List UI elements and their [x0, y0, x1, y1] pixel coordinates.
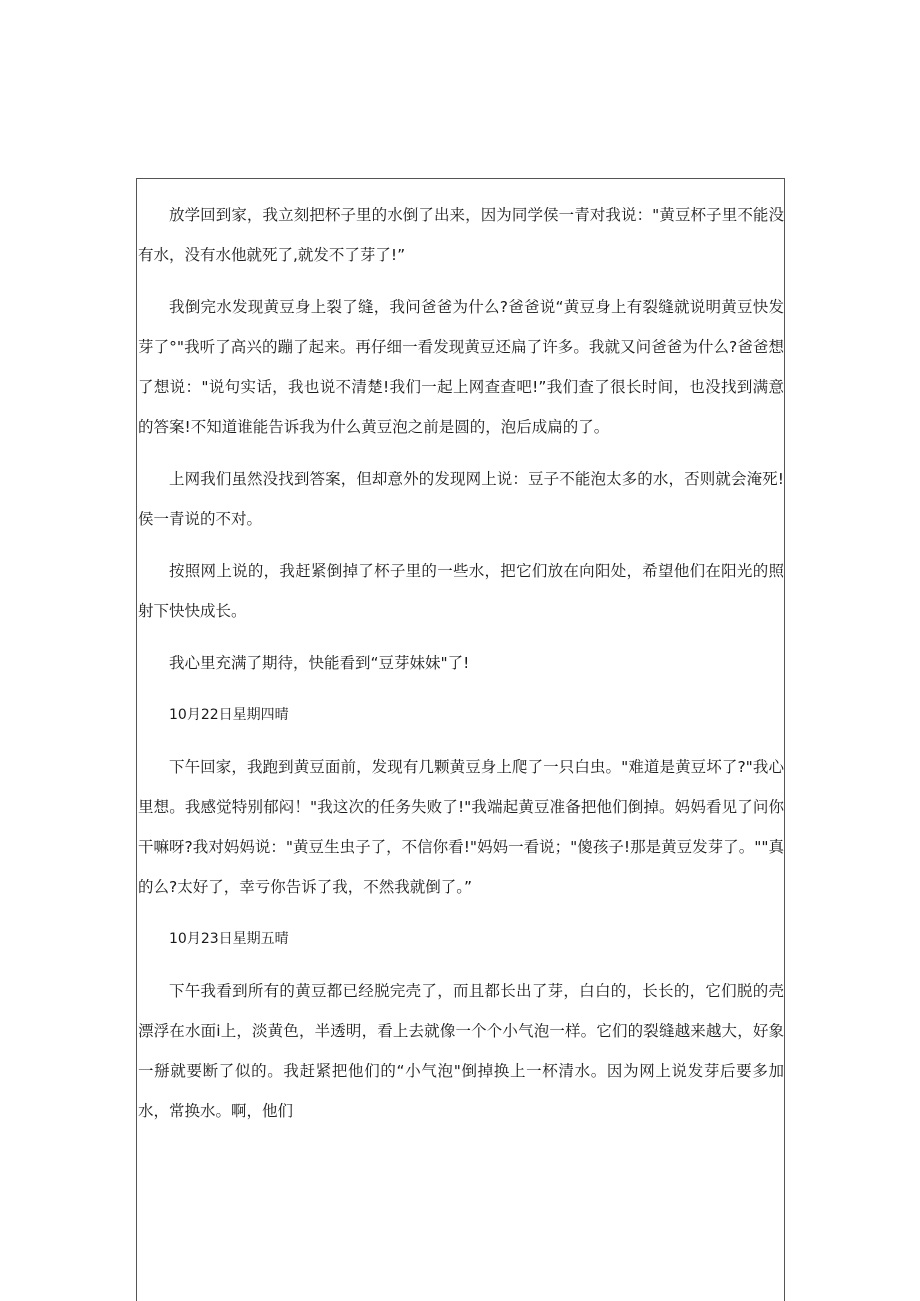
paragraph-1: 放学回到家，我立刻把杯子里的水倒了出来，因为同学侯一青对我说："黄豆杯子里不能没有水，没有水他就死了,就发不了芽了!” — [138, 206, 784, 264]
paragraph-2: 我倒完水发现黄豆身上裂了缝，我问爸爸为什么?爸爸说“黄豆身上有裂缝就说明黄豆快发芽了°"我听了高兴的蹦了起来。再仔细一看发现黄豆还扁了许多。我就又问爸爸为什么?爸爸想了想说："说句实话，我也说不清楚!我们一起上网查查吧!”我们查了很长时间，也没找到满意的答案!不知道谁能告诉我为什么黄豆泡之前是圆的，泡后成扁的了。 — [138, 298, 784, 436]
paragraph-6: 下午回家，我跑到黄豆面前，发现有几颗黄豆身上爬了一只白虫。"难道是黄豆坏了?"我心里想。我感觉特别郁闷！"我这次的任务失败了!"我端起黄豆准备把他们倒掉。妈妈看见了问你干嘛呀?我对妈妈说："黄豆生虫子了，不信你看!"妈妈一看说；"傻孩子!那是黄豆发芽了。""真的么?太好了，幸亏你告诉了我，不然我就倒了。” — [138, 758, 784, 896]
document-body — [138, 179, 784, 1131]
paragraph-3: 上网我们虽然没找到答案，但却意外的发现网上说：豆子不能泡太多的水，否则就会淹死!侯一青说的不对。 — [138, 470, 784, 528]
diary-date-oct-23: 10月23日星期五晴 — [169, 931, 289, 947]
paragraph-7: 下午我看到所有的黄豆都已经脱完壳了，而且都长出了芽，白白的，长长的，它们脱的壳漂浮在水面i上，淡黄色，半透明，看上去就像一个个小气泡一样。它们的裂缝越来越大，好象一掰就要断了似的。我赶紧把他们的“小气泡"倒掉换上一杯清水。因为网上说发芽后要多加水，常换水。啊，他们 — [138, 982, 784, 1120]
paragraph-4: 按照网上说的，我赶紧倒掉了杯子里的一些水，把它们放在向阳处，希望他们在阳光的照射下快快成长。 — [138, 562, 784, 620]
document-frame — [136, 178, 785, 1301]
paragraph-5: 我心里充满了期待，快能看到“豆芽妹妹"了! — [169, 654, 470, 672]
diary-date-oct-22: 10月22日星期四晴 — [169, 707, 289, 723]
